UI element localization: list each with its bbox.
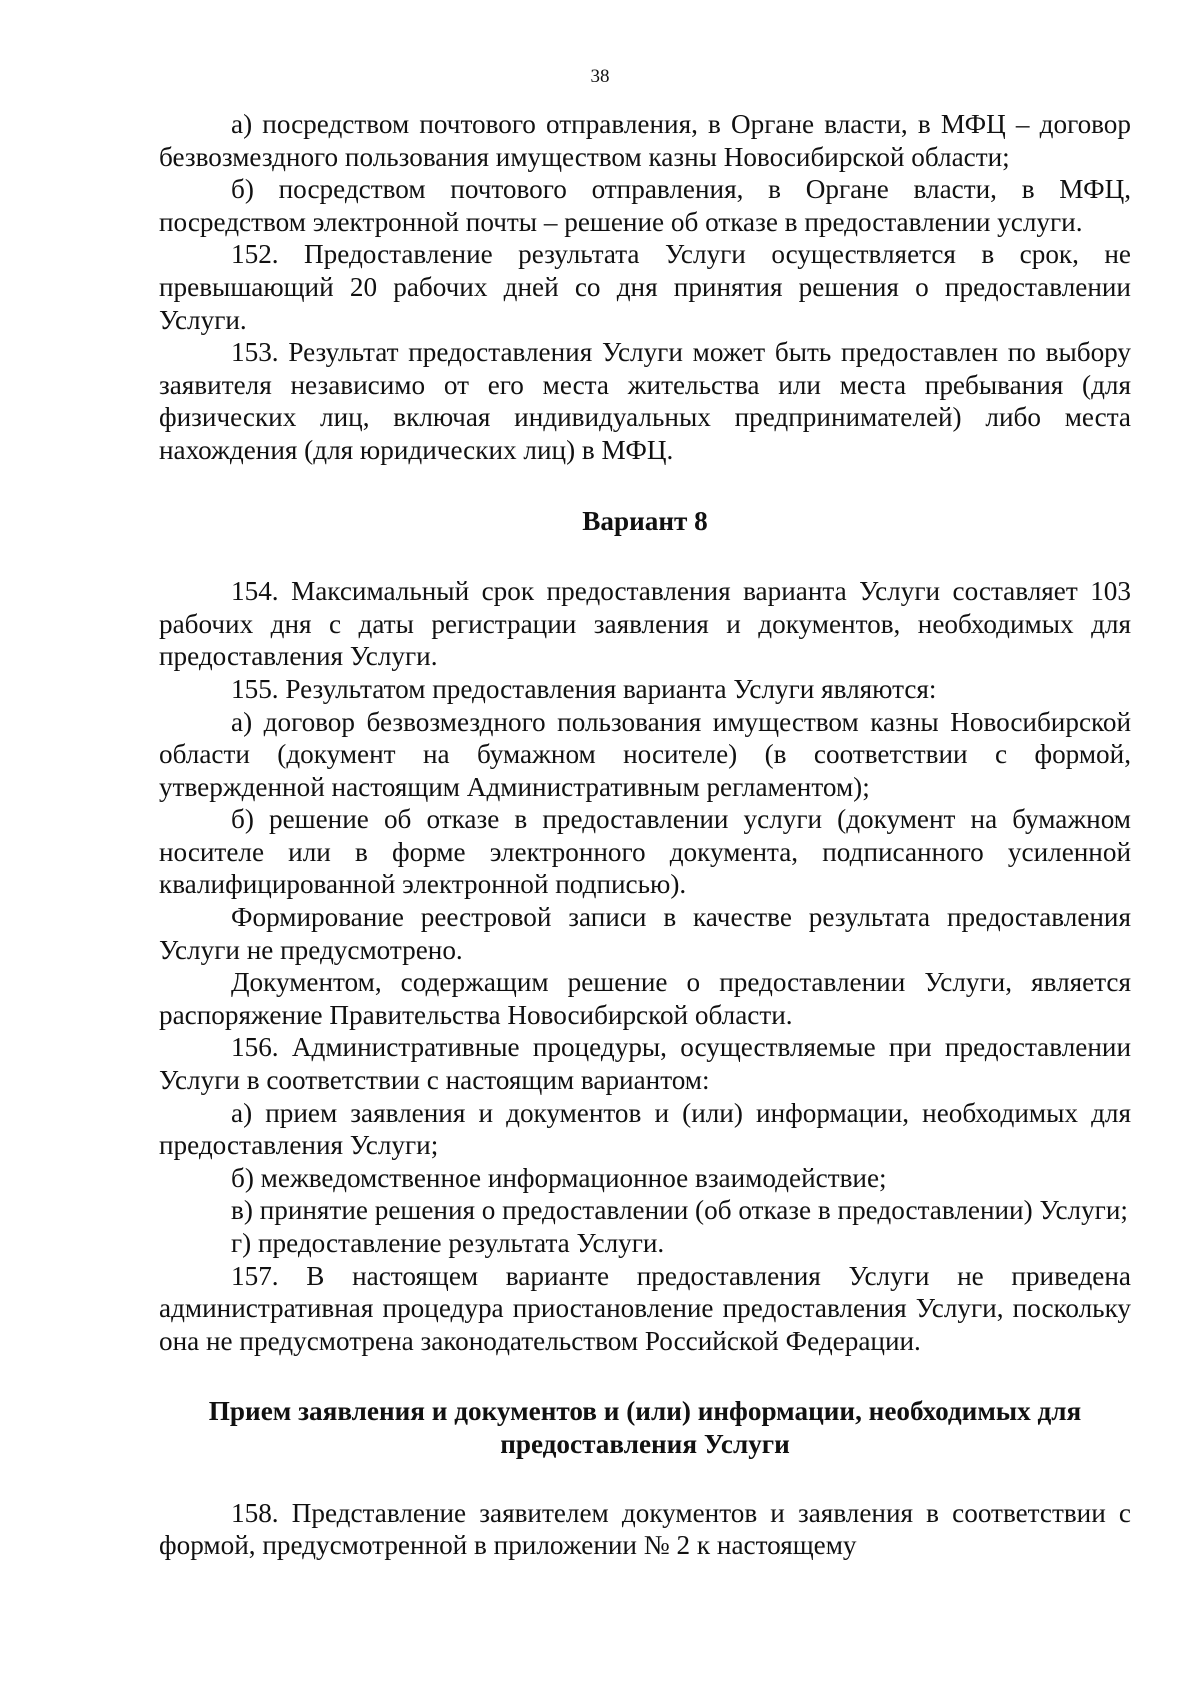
page-content [159, 108, 1131, 1562]
paragraph-registry-record: Формирование реестровой записи в качестве результата предоставления Услуги не предусмотрено. [159, 902, 1131, 965]
paragraph-156-b: б) межведомственное информационное взаимодействие; [231, 1162, 887, 1193]
paragraph-155-a: а) договор безвозмездного пользования имуществом казны Новосибирской области (документ на бумажном носителе) (в соответствии с формой, утвержденной настоящим Административным регламентом); [159, 706, 1131, 802]
paragraph-153: 153. Результат предоставления Услуги может быть предоставлен по выбору заявителя независимо от его места жительства или места пребывания (для физических лиц, включая индивидуальных предпринимателей) либо места нахождения (для юридических лиц) в МФЦ. [159, 337, 1131, 465]
paragraph-158: 158. Представление заявителем документов и заявления в соответствии с формой, предусмотренной в приложении № 2 к настоящему [159, 1497, 1131, 1561]
paragraph-b-delivery: б) посредством почтового отправления, в Органе власти, в МФЦ, посредством электронной почты – решение об отказе в предоставлении услуги. [159, 174, 1131, 237]
paragraph-155: 155. Результатом предоставления варианта Услуги являются: [231, 673, 937, 704]
paragraph-152: 152. Предоставление результата Услуги осуществляется в срок, не превышающий 20 рабочих дней со дня принятия решения о предоставлении Услуги. [159, 239, 1131, 335]
paragraph-155-b: б) решение об отказе в предоставлении услуги (документ на бумажном носителе или в форме электронного документа, подписанного усиленной квалифицированной электронной подписью). [159, 804, 1131, 900]
paragraph-156-g: г) предоставление результата Услуги. [231, 1228, 665, 1258]
paragraph-a-delivery: а) посредством почтового отправления, в Органе власти, в МФЦ – договор безвозмездного пользования имуществом казны Новосибирской области; [159, 109, 1131, 172]
page-number: 38 [590, 66, 610, 87]
paragraph-156-v: в) принятие решения о предоставлении (об отказе в предоставлении) Услуги; [231, 1195, 1128, 1226]
paragraph-154: 154. Максимальный срок предоставления варианта Услуги составляет 103 рабочих дня с даты регистрации заявления и документов, необходимых для предоставления Услуги. [159, 576, 1131, 672]
paragraph-decision-document: Документом, содержащим решение о предоставлении Услуги, является распоряжение Правительства Новосибирской области. [159, 967, 1131, 1030]
paragraph-157: 157. В настоящем варианте предоставления Услуги не приведена административная процедура приостановление предоставления Услуги, поскольку она не предусмотрена законодательством Российской Федерации. [159, 1260, 1131, 1356]
heading-reception-section: Прием заявления и документов и (или) информации, необходимых для предоставления Услуги [208, 1396, 1082, 1459]
paragraph-156-a: а) прием заявления и документов и (или) информации, необходимых для предоставления Услуги; [159, 1097, 1131, 1161]
heading-variant-8: Вариант 8 [582, 505, 708, 536]
paragraph-156: 156. Административные процедуры, осуществляемые при предоставлении Услуги в соответствии с настоящим вариантом: [159, 1032, 1131, 1096]
